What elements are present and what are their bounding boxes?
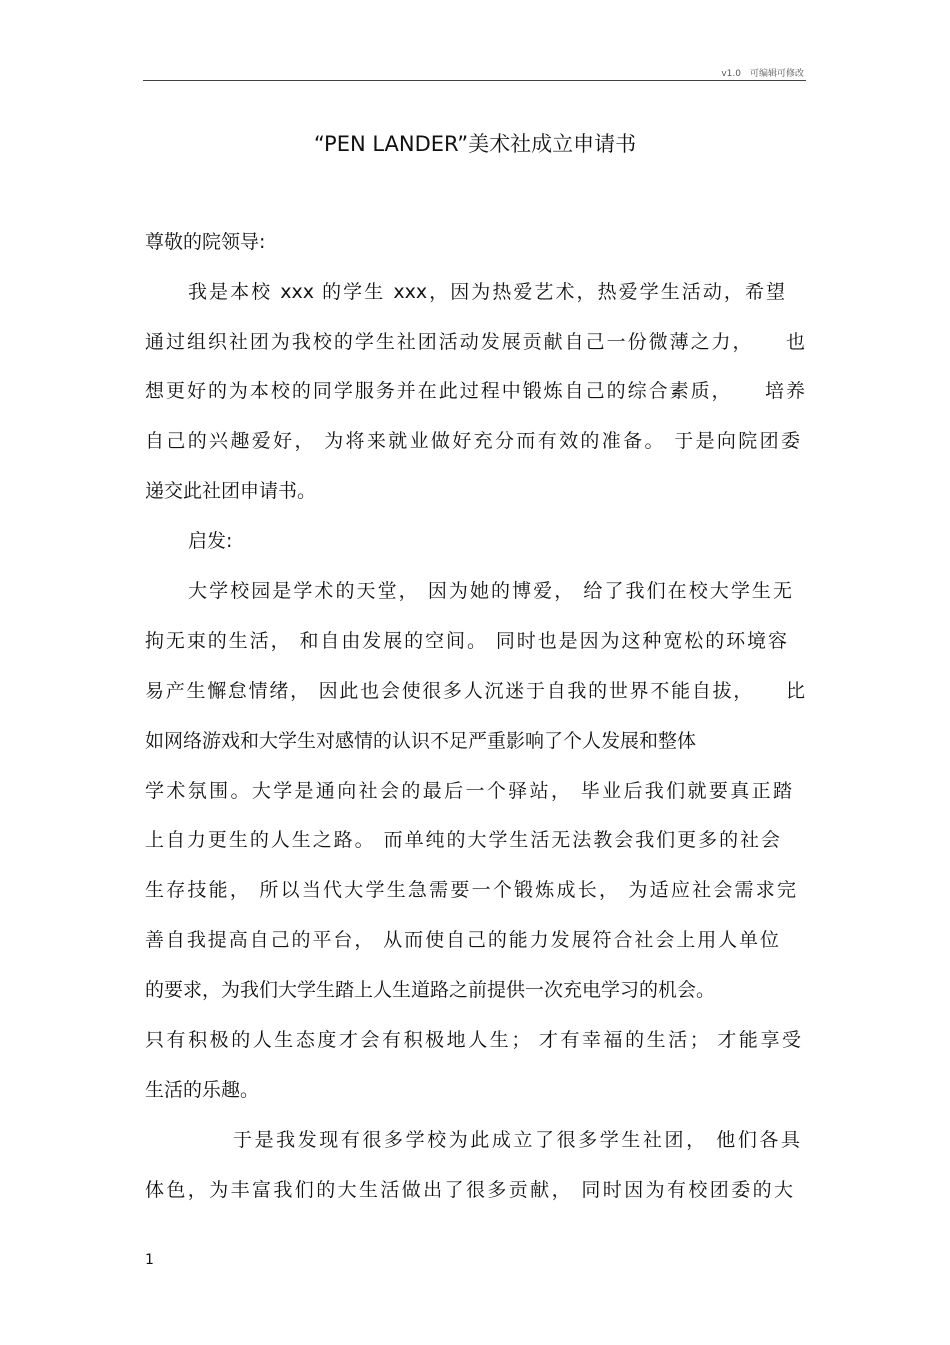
page-number: 1 bbox=[145, 1252, 154, 1268]
paragraph-line: 如网络游戏和大学生对感情的认识不足严重影响了个人发展和整体 bbox=[145, 730, 697, 752]
paragraph-line: 大学校园是学术的天堂， 因为她的博爱， 给了我们在校大学生无 bbox=[188, 580, 792, 602]
header-version-note: v1.0 可编辑可修改 bbox=[721, 69, 804, 79]
paragraph-line: 于是我发现有很多学校为此成立了很多学生社团， 他们各具 bbox=[233, 1129, 800, 1151]
paragraph-line: 学术氛围。大学是通向社会的最后一个驿站， 毕业后我们就要真正踏 bbox=[145, 780, 792, 802]
paragraph-line: 拘无束的生活， 和自由发展的空间。 同时也是因为这种宽松的环境容 bbox=[145, 630, 787, 652]
paragraph-line: 我是本校 xxx 的学生 xxx，因为热爱艺术，热爱学生活动，希望 bbox=[188, 281, 785, 303]
paragraph-line: 自己的兴趣爱好， 为将来就业做好充分而有效的准备。 于是向院团委 bbox=[145, 430, 800, 452]
document-title: “PEN LANDER”美术社成立申请书 bbox=[313, 132, 637, 156]
paragraph-line: 体色，为丰富我们的大生活做出了很多贡献， 同时因为有校团委的大 bbox=[145, 1179, 793, 1201]
paragraph-line: 善自我提高自己的平台， 从而使自己的能力发展符合社会上用人单位 bbox=[145, 929, 779, 951]
paragraph-line: 的要求，为我们大学生踏上人生道路之前提供一次充电学习的机会。 bbox=[145, 979, 716, 1001]
header-divider bbox=[143, 80, 806, 81]
paragraph-line: 易产生懈怠情绪， 因此也会使很多人沉迷于自我的世界不能自拔， 比 bbox=[145, 680, 805, 702]
paragraph-line: 递交此社团申请书。 bbox=[145, 480, 317, 502]
section-heading: 启发: bbox=[188, 530, 233, 552]
paragraph-line: 想更好的为本校的同学服务并在此过程中锻炼自己的综合素质， 培养 bbox=[145, 380, 805, 402]
salutation-line: 尊敬的院领导: bbox=[145, 231, 266, 253]
paragraph-line: 只有积极的人生态度才会有积极地人生； 才有幸福的生活； 才能享受 bbox=[145, 1029, 801, 1051]
paragraph-line: 上自力更生的人生之路。 而单纯的大学生活无法教会我们更多的社会 bbox=[145, 829, 780, 851]
paragraph-line: 通过组织社团为我校的学生社团活动发展贡献自己一份微薄之力， 也 bbox=[145, 331, 805, 353]
paragraph-line: 生活的乐趣。 bbox=[145, 1079, 260, 1101]
paragraph-line: 生存技能， 所以当代大学生急需要一个锻炼成长， 为适应社会需求完 bbox=[145, 879, 796, 901]
